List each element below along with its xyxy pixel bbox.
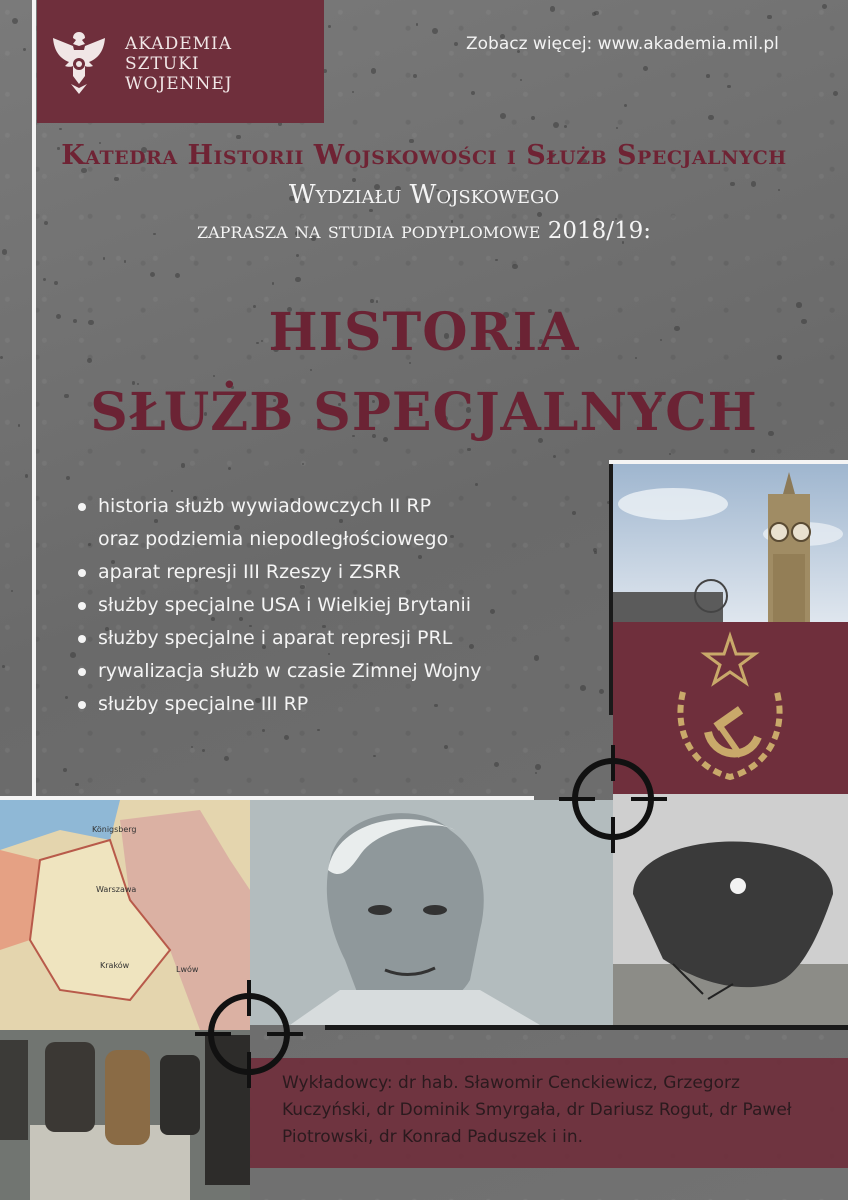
topic-item-continuation: oraz podziemia niepodległościowego [98,528,449,550]
concrete-speck [512,264,518,270]
concrete-speck [413,74,418,79]
concrete-speck [181,463,185,467]
logo-line-3: WOJENNEJ [125,74,233,94]
concrete-speck [63,768,67,772]
concrete-speck [70,652,76,658]
concrete-speck [202,749,205,752]
concrete-speck [500,113,506,119]
concrete-speck [224,756,229,761]
concrete-speck [295,277,300,282]
lecturers-text: Wykładowcy: dr hab. Sławomir Cenckiewicz, Grzegorz Kuczyński, dr Dominik Smyrgała, dr Dariusz Rogut, dr Paweł Piotrowski, dr Konrad Paduszek i in. [282,1073,792,1147]
concrete-speck [751,449,755,453]
concrete-speck [296,254,299,257]
concrete-speck [416,23,418,25]
map-label: Kraków [100,961,130,970]
concrete-speck [535,772,537,774]
website-link[interactable]: Zobacz więcej: www.akademia.mil.pl [466,34,779,54]
concrete-speck [66,476,70,480]
concrete-speck [124,260,127,263]
concrete-speck [833,91,838,96]
concrete-speck [467,448,470,451]
concrete-speck [352,91,354,93]
concrete-speck [228,467,232,471]
concrete-speck [213,375,215,377]
concrete-speck [822,4,827,9]
concrete-speck [373,755,375,757]
map-label: Königsberg [92,825,137,834]
concrete-speck [537,212,542,217]
concrete-speck [535,764,541,770]
concrete-speck [592,12,597,17]
concrete-speck [284,735,289,740]
concrete-speck [553,455,556,458]
concrete-speck [616,127,618,129]
concrete-speck [317,729,320,732]
map-label: Warszawa [96,885,137,894]
concrete-speck [59,128,62,131]
concrete-speck [23,48,26,51]
concrete-speck [444,745,448,749]
logo-line-2: SZTUKI [125,54,200,74]
frame-line-bottom-dark [325,1025,848,1030]
concrete-speck [767,15,771,19]
concrete-speck [103,257,106,260]
concrete-speck [328,25,331,28]
concrete-speck [564,125,567,128]
concrete-speck [272,282,274,284]
concrete-speck [475,483,478,486]
topic-item: rywalizacja służb w czasie Zimnej Wojny [76,655,596,688]
title-line-1: HISTORIA [268,302,580,363]
concrete-speck [432,28,438,34]
concrete-speck [553,122,559,128]
concrete-speck [150,272,155,277]
concrete-speck [624,104,627,107]
title-line-2: SŁUŻB SPECJALNYCH [90,382,758,443]
concrete-speck [236,135,241,140]
concrete-speck [2,249,8,255]
concrete-speck [454,42,458,46]
concrete-speck [310,369,312,371]
invitation-heading: zaprasza na studia podyplomowe 2018/19: [197,218,651,244]
concrete-speck [643,66,648,71]
topic-item: historia służb wywiadowczych II RP [76,490,596,523]
concrete-speck [2,665,5,668]
concrete-speck [43,278,46,281]
topic-item: służby specjalne USA i Wielkiej Brytanii [76,589,596,622]
concrete-speck [599,689,604,694]
faculty-heading: Wydziału Wojskowego [288,180,560,210]
topic-item: służby specjalne i aparat represji PRL [76,622,596,655]
crosshair-icon [559,745,667,853]
crosshair-icon [195,980,303,1088]
logo-text [125,34,233,94]
concrete-speck [550,6,555,11]
concrete-speck [25,474,28,477]
concrete-speck [669,453,672,456]
concrete-speck [302,463,304,465]
concrete-speck [531,116,535,120]
concrete-speck [727,85,731,89]
concrete-speck [191,746,193,748]
department-heading: Katedra Historii Wojskowości i Służb Specjalnych [61,140,787,171]
concrete-speck [520,79,522,81]
concrete-speck [175,273,180,278]
concrete-speck [495,259,497,261]
concrete-speck [75,783,79,787]
topics-list [76,490,596,721]
concrete-speck [65,696,68,699]
topic-item: aparat represji III Rzeszy i ZSRR [76,556,596,589]
logo-box [37,0,324,123]
concrete-speck [11,590,14,593]
concrete-speck [371,68,376,73]
map-label: Lwów [176,965,199,974]
concrete-speck [708,115,713,120]
topic-item: służby specjalne III RP [76,688,596,721]
concrete-speck [494,762,499,767]
concrete-speck [54,281,58,285]
concrete-speck [12,18,18,24]
eagle-emblem-icon [51,26,107,98]
logo-line-1: AKADEMIA [125,34,233,54]
concrete-speck [471,91,475,95]
concrete-speck [262,729,265,732]
concrete-speck [706,74,710,78]
big-ben-photo [613,464,848,622]
